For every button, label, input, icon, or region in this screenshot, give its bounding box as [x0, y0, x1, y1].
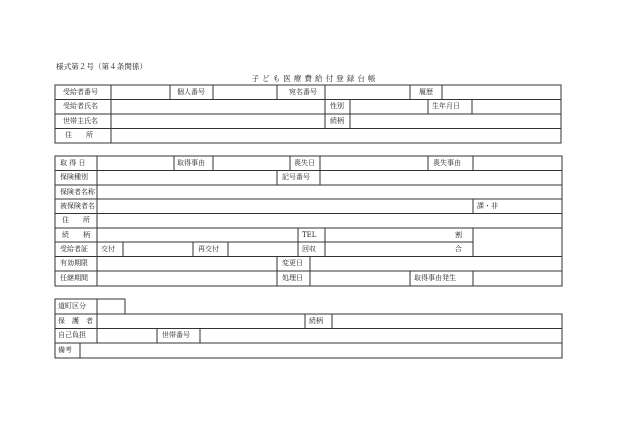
label-birth-date: 生年月日: [432, 102, 460, 110]
label-insured-name: 被保険者名: [60, 201, 95, 210]
label-personal-number: 個人番号: [177, 87, 205, 96]
label-loss-date: 喪失日: [294, 158, 315, 167]
label-tel: TEL: [302, 230, 317, 239]
label-relationship: 続柄: [330, 116, 344, 125]
label-insurance-type: 保険種別: [60, 173, 88, 181]
label-ratio-bottom: 合: [455, 244, 462, 253]
label-acquisition-reason: 取得事由: [177, 158, 205, 167]
label-recipient-name: 受給者氏名: [63, 102, 98, 110]
label-address: 住 所: [65, 131, 93, 139]
label-issue: 交付: [101, 244, 115, 253]
label-acquisition-date: 取 得 日: [60, 158, 86, 167]
label-household-head: 世帯主氏名: [63, 116, 98, 125]
label-collection: 回収: [302, 244, 316, 253]
form-title: 子ども医療費給付登録台帳: [251, 74, 379, 83]
label-address-2: 住 所: [62, 216, 90, 224]
label-voluntary-period: 任継期間: [60, 273, 88, 282]
label-processing-date: 処理日: [282, 273, 303, 282]
label-insurer-name: 保険者名称: [60, 187, 95, 196]
label-recipient-number: 受給者番号: [63, 87, 98, 96]
label-remarks: 備考: [58, 345, 72, 354]
label-ratio-top: 割: [455, 230, 462, 239]
label-relationship-3: 続柄: [309, 316, 323, 325]
label-valid-period: 有効期限: [60, 259, 88, 267]
label-gender: 性別: [330, 102, 344, 110]
label-symbol-number: 記号番号: [282, 173, 310, 181]
label-certificate: 受給者証: [60, 244, 88, 253]
label-acquisition-cause: 取得事由発生: [414, 273, 456, 282]
label-guardian: 保 護 者: [58, 316, 93, 325]
label-municipality-class: 道町区分: [58, 301, 86, 310]
form-number: 様式第２号（第４条関係）: [56, 62, 148, 71]
label-address-number: 宛名番号: [289, 87, 317, 96]
label-change-date: 変更日: [282, 259, 303, 267]
label-loss-reason: 喪失事由: [433, 158, 461, 167]
label-household-number: 世帯番号: [162, 331, 190, 339]
label-tax-status: 課・非: [477, 201, 498, 210]
label-reissue: 再交付: [198, 244, 219, 253]
label-relationship-2: 続 柄: [62, 230, 90, 239]
label-history: 履歴: [419, 87, 433, 96]
label-self-pay: 自己負担: [58, 331, 86, 339]
